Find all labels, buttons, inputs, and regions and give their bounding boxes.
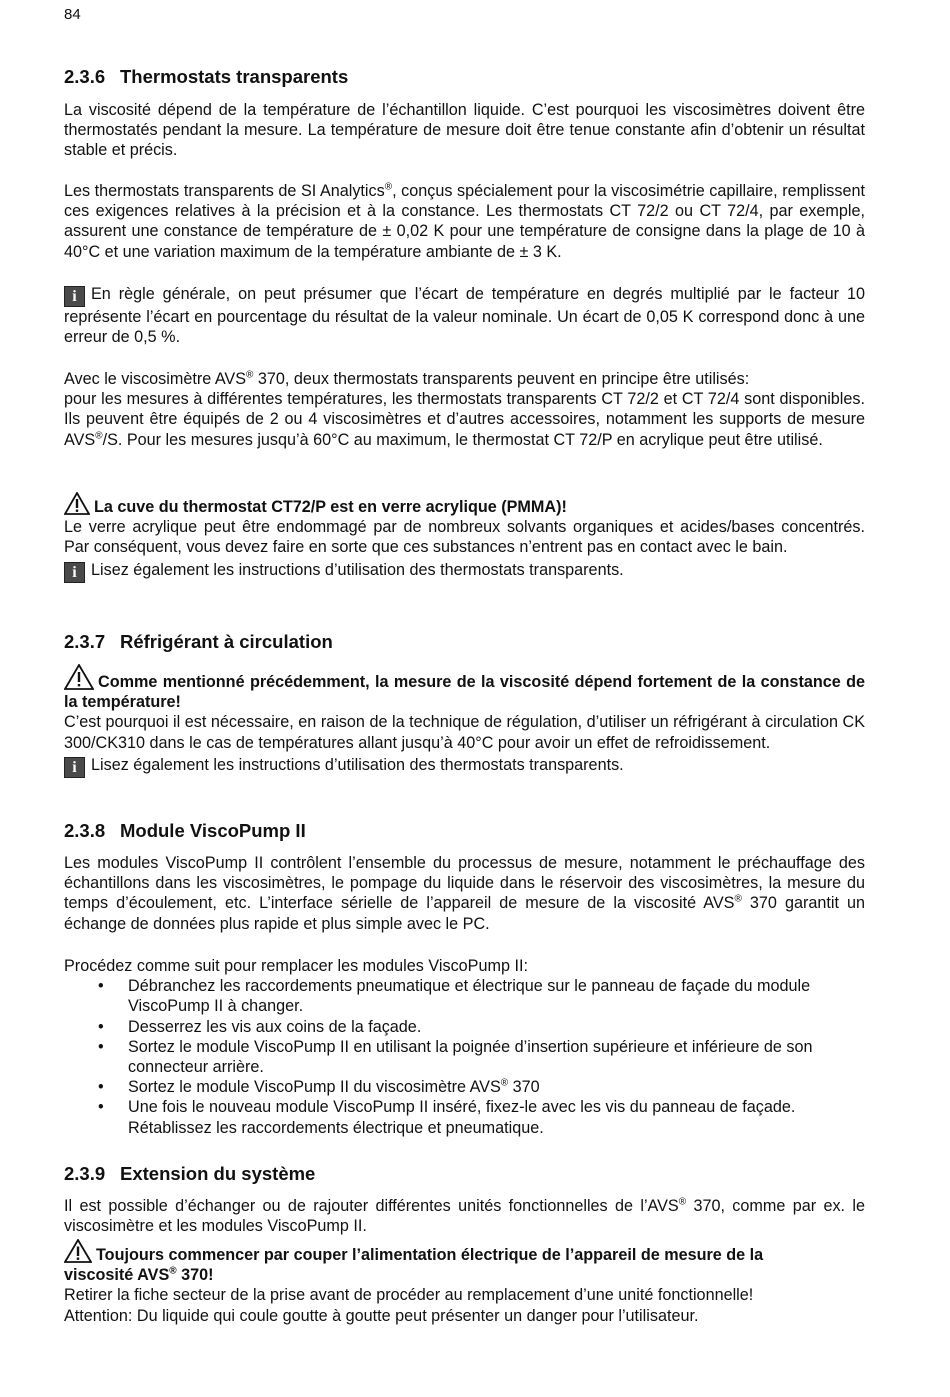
- list-item: • Débranchez les raccordements pneumatique et électrique sur le panneau de façade du module ViscoPump II à changer.: [64, 976, 825, 1016]
- warning-note: Toujours commencer par couper l’alimentation électrique de l’appareil de mesure de la viscosité AVS® 370!: [64, 1239, 835, 1285]
- info-note: i En règle générale, on peut présumer que l’écart de température en degrés multiplié par le facteur 10 représente l’écart en pourcentage du résultat de la valeur nominale. Un écart de 0,05 K correspond donc à une erreur de 0,5 %.: [64, 285, 865, 347]
- section-2-3-6: [64, 66, 865, 88]
- paragraph: Les modules ViscoPump II contrôlent l’ensemble du processus de mesure, notamment le préchauffage des échantillons dans les viscosimètres, le pompage du liquide dans le réservoir des viscosimètres, la mesure du temps d’écoulement, etc. L’interface sérielle de l’appareil de mesure de la viscosité AVS® 370 garantit un échange de données plus rapide et plus simple avec le PC.: [64, 854, 866, 933]
- bullet-list: [64, 976, 825, 1138]
- paragraph: La viscosité dépend de la température de l’échantillon liquide. C’est pourquoi les viscosimètres doivent être thermostatés pendant la mesure. La température de mesure doit être tenue constante afin d’obtenir un résultat stable et précis.: [64, 101, 865, 160]
- list-item: • Sortez le module ViscoPump II en utilisant la poignée d’insertion supérieure et inférieure de son connecteur arrière.: [64, 1037, 825, 1077]
- info-note: i Lisez également les instructions d’utilisation des thermostats transparents.: [64, 560, 865, 583]
- list-item: • Une fois le nouveau module ViscoPump II inséré, fixez-le avec les vis du panneau de façade. Rétablissez les raccordements électrique et pneumatique.: [64, 1097, 825, 1137]
- section-2-3-8: [64, 820, 865, 842]
- paragraph: Avec le viscosimètre AVS® 370, deux thermostats transparents peuvent en principe être utilisés:: [64, 369, 750, 388]
- section-heading: 2.3.6 Thermostats transparents: [64, 66, 349, 87]
- paragraph: Le verre acrylique peut être endommagé par de nombreux solvants organiques et acides/bases concentrés. Par conséquent, vous devez faire en sorte que ces substances n’entrent pas en contact avec le bain.: [64, 518, 865, 557]
- section-2-3-7: [64, 631, 865, 653]
- warning-note: La cuve du thermostat CT72/P est en verre acrylique (PMMA)!: [64, 492, 865, 517]
- section-heading: 2.3.7 Réfrigérant à circulation: [64, 631, 333, 652]
- section-heading: 2.3.9 Extension du système: [64, 1163, 316, 1184]
- warning-icon: [64, 1239, 92, 1263]
- paragraph: pour les mesures à différentes températures, les thermostats transparents CT 72/2 et CT 72/4 sont disponibles. Ils peuvent être équipés de 2 ou 4 viscosimètres et d’autres accessoires, notamment les supports de mesure AVS®/S. Pour les mesures jusqu’à 60°C au maximum, le thermostat CT 72/P en acrylique peut être utilisé.: [64, 390, 865, 449]
- paragraph: Il est possible d’échanger ou de rajouter différentes unités fonctionnelles de l’AVS® 370, comme par ex. le viscosimètre et les modules ViscoPump II.: [64, 1196, 865, 1236]
- warning-icon: [64, 664, 94, 690]
- info-icon: i: [64, 562, 85, 583]
- paragraph: Les thermostats transparents de SI Analytics®, conçus spécialement pour la viscosimétrie capillaire, remplissent ces exigences relatives à la précision et à la constance. Les thermostats CT 72/2 ou CT 72/4, par exemple, assurent une constance de température de ± 0,02 K pour une température de consigne dans la plage de 10 à 40°C et une variation maximum de la température ambiante de ± 3 K.: [64, 181, 865, 261]
- paragraph: C’est pourquoi il est nécessaire, en raison de la technique de régulation, d’utiliser un réfrigérant à circulation CK 300/CK310 dans le cas de températures allant jusqu’à 40°C pour avoir un effet de refroidissement.: [64, 713, 865, 752]
- paragraph: Attention: Du liquide qui coule goutte à goutte peut présenter un danger pour l’utilisateur.: [64, 1306, 699, 1325]
- section-heading: 2.3.8 Module ViscoPump II: [64, 820, 306, 841]
- page-number: 84: [64, 6, 81, 23]
- info-icon: i: [64, 286, 85, 307]
- list-item: • Desserrez les vis aux coins de la façade.: [64, 1017, 825, 1037]
- paragraph: Retirer la fiche secteur de la prise avant de procéder au remplacement d’une unité fonctionnelle!: [64, 1286, 754, 1305]
- paragraph: Procédez comme suit pour remplacer les modules ViscoPump II:: [64, 957, 528, 975]
- info-note: i Lisez également les instructions d’utilisation des thermostats transparents.: [64, 755, 865, 778]
- warning-note: Comme mentionné précédemment, la mesure de la viscosité dépend fortement de la constance de la température!: [64, 664, 865, 712]
- warning-icon: [64, 492, 90, 515]
- info-icon: i: [64, 757, 85, 778]
- section-2-3-9: [64, 1163, 865, 1185]
- list-item: • Sortez le module ViscoPump II du viscosimètre AVS® 370: [64, 1077, 825, 1097]
